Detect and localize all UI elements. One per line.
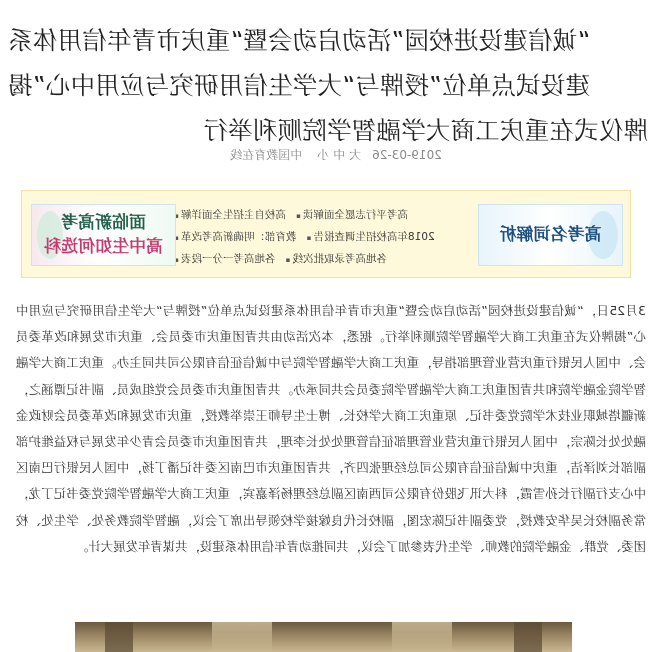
photo-light [392, 622, 452, 652]
promo-gaokao-terms-label: 高考名词解析 [499, 225, 602, 245]
article-title-line-1: “诚信建设进校园”活动启动会暨“重庆市青年信用体系 [8, 26, 591, 56]
event-photo [75, 622, 572, 652]
promo-subject-choice-line-2: 高中生如何选科 [44, 237, 163, 257]
gaokao-link[interactable]: 2018年高校招生调查报告 ▪ [306, 227, 434, 249]
gaokao-link[interactable]: 教育部：明确新高考改革 ▪ [174, 227, 296, 249]
gaokao-link[interactable]: 各地高考一分一段表 ▪ [174, 249, 275, 271]
link-row [174, 205, 464, 227]
link-row [174, 249, 464, 271]
article-title-line-3: 牌仪式在重庆工商大学融智学院顺利举行 [203, 116, 648, 146]
article-date: 2019-03-26 [372, 148, 442, 162]
gaokao-link[interactable]: 高考平行志愿全面解读 ▪ [296, 205, 408, 227]
promo-subject-choice[interactable] [31, 204, 176, 266]
gaokao-link[interactable]: 高校自主招生全面详解 ▪ [174, 205, 286, 227]
gaokao-banner [21, 190, 631, 278]
gaokao-link-list [174, 205, 464, 271]
photo-light [212, 622, 272, 652]
link-row [174, 227, 464, 249]
promo-subject-choice-line-1: 面临新高考 [61, 213, 146, 233]
font-size-medium-link[interactable]: 中 [333, 148, 346, 162]
article-meta [16, 146, 656, 163]
photo-pillar [514, 622, 542, 652]
photo-pillar [105, 622, 133, 652]
promo-gaokao-terms[interactable] [478, 204, 623, 266]
article-title-line-2: 建设试点单位”授牌与“大学生信用研究与应用中心”揭 [8, 71, 591, 101]
font-size-large-link[interactable]: 大 [349, 148, 362, 162]
article-source: 中国教育在线 [230, 148, 303, 162]
font-size-small-link[interactable]: 小 [317, 148, 330, 162]
article-body [16, 298, 646, 560]
gaokao-link[interactable]: 各地高考录取批次线 ▪ [285, 249, 386, 271]
article-paragraph: 3月25日，“诚信建设进校园”活动启动会暨“重庆市青年信用体系建设试点单位”授牌与“大学生信用研究与应用中心”揭牌仪式在重庆工商大学融智学院顺利举行。据悉，本次活动由共青团重庆市委员会、重庆市发展和改革委员会、中国人民银行重庆营业管理部指导，重庆工商大学融智学院与中诚信征信有限公司共同主办。重庆工商大学融智学院金融学院和共青团重庆工商大学融智学院委员会共同承办。共青团重庆市委员会党组成员、副书记谭涵之，新疆塔城职业技术学院党委书记、原重庆工商大学校长、博士生导师王崇举教授，重庆市发展和改革委员会财政金融处处长陈宗，中国人民银行重庆营业管理部征信管理处处长李理，共青团重庆市委员会青少年发展与权益维护部副部长刘泽洁，重庆中诚信征信有限公司总经理张四齐，共青团重庆市巴南区委书记潘丁扬，中国人民银行巴南区中心支行副行长孙雪霞，科大讯飞股份有限公司西南区副总经理杨泽嘉宾，重庆工商大学融智学院党委书记丁龙，常务副校长吴华安教授，党委副书记陈宏图，副校长代良嫁接学校领导出席了会议，融智学院教务处、学生处、校团委、党群、金融学院的教师、学生代表参加了会议，共同推动青年信用体系建设，共谋青年发展大计。 [16, 303, 646, 554]
article-title [8, 18, 648, 153]
